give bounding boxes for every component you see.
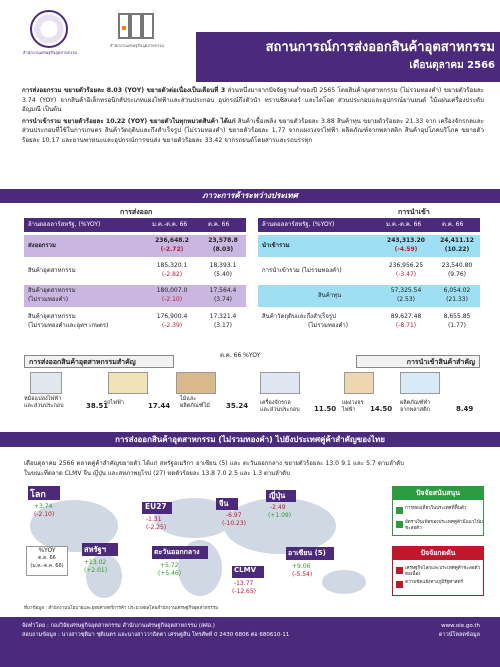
country-asean5: อาเซียน (5) <box>288 549 326 557</box>
electric-car-icon <box>108 372 148 394</box>
source-note: ที่มาข้อมูล : สำนักงานนโยบายและยุทธศาสตร์การค้า ประมวลผลโดยสำนักงานเศรษฐกิจอุตสาหกรรม <box>24 606 219 611</box>
import-total-growth1: (-4.59) <box>394 246 418 253</box>
oie-logo-icon <box>118 12 154 40</box>
import-raw-growth2: (1.77) <box>447 322 467 329</box>
intro-text <box>22 86 484 146</box>
export-item-2-value: 17.44 <box>148 402 171 410</box>
import-item-name2: และส่วนประกอบ <box>260 407 300 413</box>
export-item-1 <box>24 396 84 410</box>
import-item-3-value: 8.49 <box>456 405 474 413</box>
support-item-1: การท่องเที่ยวในประเทศที่ฟื้นตัว <box>405 506 467 511</box>
export-unit: ล้านดอลลาร์สหรัฐ, (%YOY) <box>28 221 101 228</box>
import-item-name2: ไฟฟ้า <box>342 407 356 413</box>
risk-box <box>392 546 484 596</box>
import-products-title: การนำเข้าสินค้าสำคัญ <box>356 355 480 368</box>
report-subtitle: เดือนตุลาคม 2566 <box>409 60 495 71</box>
wood-icon <box>176 372 216 394</box>
japan-ytd: (+1.09) <box>268 512 292 519</box>
export-table <box>24 205 246 343</box>
export-total-growth1: (-2.72) <box>160 246 184 253</box>
middleeast-ytd: (+5.46) <box>158 570 182 577</box>
export-row-label: สินค้าอุตสาหกรรม <box>28 267 76 274</box>
export-industry-growth2: (5.40) <box>213 271 233 278</box>
china-ytd: (-10.23) <box>222 520 247 527</box>
country-japan: ญี่ปุ่น <box>269 491 286 500</box>
footer-credits <box>22 622 352 640</box>
header <box>0 0 500 82</box>
risk-item-icon <box>396 581 403 588</box>
import-row-label: นำเข้ารวม <box>262 242 290 249</box>
export-row-industry <box>24 261 246 281</box>
import-capital-value1: 57,325.54 <box>390 287 422 294</box>
risk-title: ปัจจัยกดดัน <box>392 547 484 560</box>
support-item-icon <box>396 521 403 528</box>
import-nogold-value2: 23,540.80 <box>441 262 473 269</box>
country-china: จีน <box>219 499 229 508</box>
import-item-name: แผงวงจร <box>342 400 364 406</box>
export-col1: ม.ค.-ต.ค. 66 <box>152 221 188 228</box>
middleeast-oct: +5.72 <box>160 562 179 569</box>
import-row-capital <box>258 285 480 307</box>
export-row-total <box>24 235 246 257</box>
plastic-products-icon <box>400 372 440 394</box>
export-item-1-value: 38.51 <box>86 402 109 410</box>
export-total-value1: 236,648.2 <box>155 237 189 244</box>
import-row-nogold <box>258 261 480 281</box>
import-raw-value2: 8,655.85 <box>443 313 471 320</box>
partners-banner-title: การส่งออกสินค้าอุตสาหกรรม (ไม่รวมทองคำ) ไปยังประเทศคู่ค้าสำคัญของไทย <box>115 435 385 444</box>
export-item-name: หม้อแปลงไฟฟ้า <box>24 396 62 402</box>
export-nogold-growth2: (3.74) <box>213 296 233 303</box>
japan-oct: -2.49 <box>270 504 286 511</box>
world-oct: +3.74 <box>34 503 53 510</box>
import-nogold-growth2: (9.76) <box>447 271 467 278</box>
risk-item-icon <box>396 567 403 574</box>
export-industry-growth1: (-2.82) <box>161 271 183 278</box>
import-row-raw <box>258 311 480 333</box>
country-world: โลก <box>30 490 46 500</box>
export-item-2: รถไฟฟ้า <box>104 400 124 406</box>
export-nogold-growth1: (-2.10) <box>161 296 183 303</box>
export-heading: การส่งออก <box>120 208 153 216</box>
import-item-name: เครื่องจักรกล <box>260 400 291 406</box>
export-row-sublabel: (ไม่รวมทองคำ) <box>28 296 69 303</box>
import-table <box>258 205 480 343</box>
intro-export-lead: การส่งออกรวม ขยายตัวร้อยละ 8.03 (YOY) ขยายตัวต่อเนื่องเป็นเดือนที่ 3 <box>22 87 226 94</box>
circuit-board-icon <box>344 372 374 394</box>
import-nogold-value1: 236,956.25 <box>388 262 424 269</box>
export-item-name: ไม้และ <box>180 396 197 402</box>
footer-links <box>400 622 480 640</box>
import-row-sublabel: (ไม่รวมทองคำ) <box>308 322 349 329</box>
export-item-name2: และส่วนประกอบ <box>24 403 64 409</box>
intro-import-body: สินค้าเชื้อเพลิง ขยายตัวร้อยละ 3.88 สินค้าทุน ขยายตัวร้อยละ 21.33 จาก เครื่องจักรกลและส่วนประกอบที่ใช้ในการเกษตร สินค้าวัตถุดิบและกึ่งสำเร็จรูป (ไม่รวมทองคำ) ขยายตัวร้อยละ 1.77 จากแผงวงจรไฟฟ้า ผลิตภัณฑ์จากพลาสติก สินค้าอุปโภคบริโภค ขยายตัวร้อยละ 10.17 และยานพาหนะและอุปกรณ์การขนส่ง ขยายตัวร้อยละ 33.42 จากรถยนต์โดยสารและรถบรรทุก <box>22 117 485 144</box>
import-row-label: การนำเข้ารวม (ไม่รวมทองคำ) <box>262 267 342 274</box>
country-clmv: CLMV <box>234 566 256 574</box>
import-col1: ม.ค.-ต.ค. 66 <box>386 221 422 228</box>
export-noagri-growth2: (3.17) <box>213 322 233 329</box>
usa-oct: +13.02 <box>84 559 107 566</box>
export-row-label: สินค้าอุตสาหกรรม <box>28 287 76 294</box>
intro-import-lead: การนำเข้ารวม ขยายตัวร้อยละ 10.22 (YOY) ขยายตัวในทุกหมวดสินค้า ได้แก่ <box>22 117 236 125</box>
eu-oct: -1.31 <box>146 516 162 523</box>
import-item-1 <box>260 400 320 414</box>
china-oct: -6.97 <box>226 512 242 519</box>
import-capital-growth1: (2.53) <box>396 296 416 303</box>
export-industry-value1: 185,320.1 <box>156 262 188 269</box>
export-noagri-value2: 17,321.4 <box>209 313 237 320</box>
import-heading: การนำเข้า <box>398 208 430 216</box>
export-nogold-value1: 180,007.0 <box>156 287 188 294</box>
import-total-value2: 24,411.12 <box>440 237 474 244</box>
trade-banner-title: ภาวะการค้าระหว่างประเทศ <box>202 191 298 200</box>
import-capital-growth2: (21.33) <box>446 296 468 303</box>
import-total-growth2: (10.22) <box>444 246 470 253</box>
export-row-industry-nogold <box>24 285 246 307</box>
country-eu27: EU27 <box>145 502 167 511</box>
products-period: ต.ค. 66 %YOY <box>220 352 261 359</box>
clmv-oct: -13.77 <box>234 580 254 587</box>
import-total-value1: 243,313.20 <box>387 237 425 244</box>
footer-line2: สอบถามข้อมูล : นางสาวชุติมา ชุติเนตร และนางสาววาธิตตา เศรษฐสิน โทรศัพท์ 0 2430 6806 ต่อ 680610-11 <box>22 632 290 638</box>
country-middle-east: ตะวันออกกลาง <box>154 548 200 556</box>
country-usa: สหรัฐฯ <box>84 545 106 554</box>
import-raw-growth1: (-8.71) <box>395 322 417 329</box>
export-products-title: การส่งออกสินค้าอุตสาหกรรมสำคัญ <box>24 355 174 368</box>
intro-export-body: ส่วนหนึ่งมาจากปัจจัยฐานต่ำของปี 2565 โดยสินค้าอุตสาหกรรม (ไม่รวมทองคำ) ขยายตัวร้อยละ 3.74 (YOY) จากสินค้าอิเล็กทรอนิกส์ประเภทแผงไฟฟ้าและส่วนประกอบ อุปกรณ์กึ่งตัวนำ ทรานซิสเตอร์ และไดโอด ส่วนประกอบและอุปกรณ์ยานยนต์ ไม้แผ่นเครื่องประดับอัญมณี เป็นต้น <box>22 87 484 114</box>
import-unit: ล้านดอลลาร์สหรัฐ, (%YOY) <box>262 221 335 228</box>
world-map-icon <box>24 486 388 602</box>
export-total-value2: 23,578.8 <box>208 237 238 244</box>
support-title: ปัจจัยสนับสนุน <box>392 487 484 500</box>
legend-ytd: (ม.ค.-ต.ค. 66) <box>30 563 64 569</box>
seal-caption: สำนักงานเศรษฐกิจอุตสาหกรรม <box>22 50 78 55</box>
footer-line1: จัดทำโดย : กองวิจัยเศรษฐกิจอุตสาหกรรม สำนักงานเศรษฐกิจอุตสาหกรรม (สศอ.) <box>22 623 215 629</box>
export-row-sublabel: (ไม่รวมทองคำและอุตฯ เกษตร) <box>28 322 109 329</box>
ministry-seal-icon <box>30 10 68 48</box>
import-row-total <box>258 235 480 257</box>
clmv-ytd: (-12.65) <box>232 588 257 595</box>
export-noagri-growth1: (-2.39) <box>161 322 183 329</box>
import-nogold-growth1: (-3.47) <box>395 271 417 278</box>
usa-ytd: (+2.01) <box>84 567 108 574</box>
export-item-3 <box>180 396 224 410</box>
export-industry-value2: 18,393.1 <box>209 262 237 269</box>
export-row-label: สินค้าอุตสาหกรรม <box>28 313 76 320</box>
export-total-growth2: (8.03) <box>212 246 234 253</box>
risk-item-1: เศรษฐกิจโลกและประเทศคู่ค้าชะลอตัวต่อเนื่อง <box>405 566 481 577</box>
import-item-name: ผลิตภัณฑ์ทำ <box>400 400 431 406</box>
import-item-2-value: 14.50 <box>370 405 393 413</box>
machinery-icon <box>260 372 300 394</box>
legend-label: %YOY <box>38 547 56 554</box>
website-link[interactable]: www.oie.go.th <box>441 623 480 629</box>
download-link[interactable]: ดาวน์โหลดข้อมูล <box>438 632 480 638</box>
partners-summary: เดือนตุลาคม 2566 ตลาดคู่ค้าสำคัญขยายตัว ได้แก่ สหรัฐอเมริกา อาเซียน (5) และ ตะวันออกกลาง ขยายตัวร้อยละ 13.0 9.1 และ 5.7 ตามลำดับ ในขณะที่ตลาด CLMV จีน ญี่ปุ่น และสหภาพยุโรป (27) หดตัวร้อยละ 13.8 7.0 2.5 และ 1.3 ตามลำดับ <box>24 460 404 477</box>
report-title: สถานการณ์การส่งออกสินค้าอุตสาหกรรม <box>265 40 495 55</box>
import-col2: ต.ค. 66 <box>442 221 464 228</box>
asean-ytd: (-5.54) <box>292 571 313 578</box>
import-item-3 <box>400 400 448 414</box>
support-item-2: อัตราเงินเฟ้อของประเทศคู่ค้ามีแนวโน้มชะลอตัว <box>405 520 483 531</box>
map-legend <box>26 546 68 576</box>
legend-oct: ต.ค. 66 <box>38 555 56 561</box>
import-capital-value2: 6,054.02 <box>443 287 471 294</box>
export-col2: ต.ค. 66 <box>208 221 230 228</box>
import-raw-value1: 89,627.48 <box>390 313 422 320</box>
support-box <box>392 486 484 536</box>
import-row-label: สินค้าทุน <box>318 292 342 299</box>
export-item-3-value: 35.24 <box>226 402 249 410</box>
risk-item-2: ความขัดแย้งทางภูมิรัฐศาสตร์ <box>405 580 463 585</box>
support-item-icon <box>396 507 403 514</box>
oie-caption: สำนักงานเศรษฐกิจอุตสาหกรรม <box>109 43 165 48</box>
export-item-name2: ผลิตภัณฑ์ไม้ <box>180 403 210 409</box>
import-row-label: สินค้าวัตถุดิบและกึ่งสำเร็จรูป <box>262 313 336 320</box>
export-noagri-value1: 176,900.4 <box>156 313 188 320</box>
import-item-1-value: 11.50 <box>314 405 337 413</box>
export-nogold-value2: 17,564.4 <box>209 287 237 294</box>
import-item-name2: จากพลาสติก <box>400 407 430 413</box>
asean-oct: +9.06 <box>292 563 311 570</box>
eu-ytd: (-2.25) <box>146 524 167 531</box>
transformer-icon <box>30 372 62 394</box>
export-row-label: ส่งออกรวม <box>28 242 56 249</box>
export-row-industry-noagri <box>24 311 246 333</box>
world-ytd: (-2.10) <box>34 511 55 518</box>
